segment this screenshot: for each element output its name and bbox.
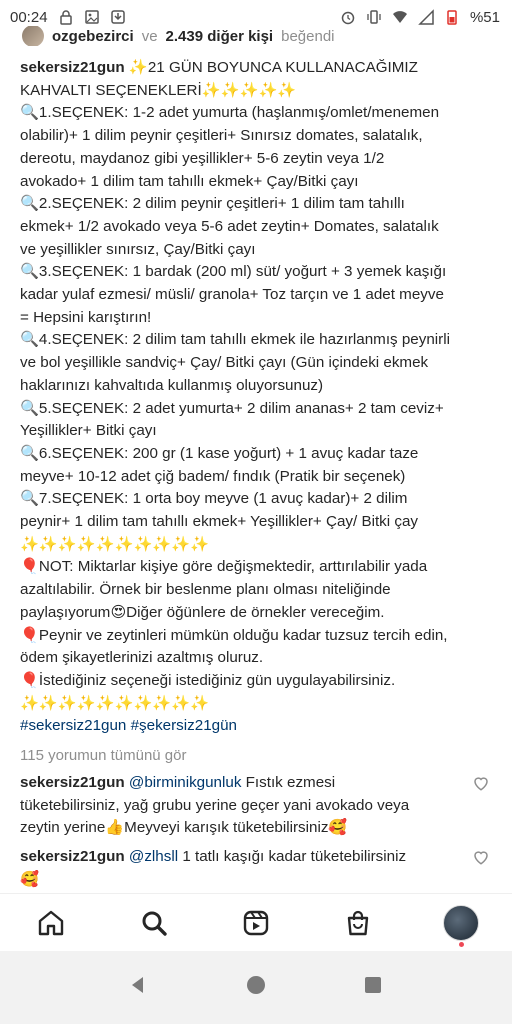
liked-by-suffix: beğendi <box>281 27 335 45</box>
caption-line: KAHVALTI SEÇENEKLERİ✨✨✨✨✨ <box>20 81 297 99</box>
liked-by-others[interactable]: 2.439 diğer kişi <box>165 27 274 45</box>
profile-avatar <box>443 905 479 941</box>
heart-icon[interactable] <box>472 774 490 792</box>
caption-line: olabilir)+ 1 dilim peynir çeşitleri+ Sınırsız domates, salatalık, <box>20 127 423 145</box>
caption-text: ✨21 GÜN BOYUNCA KULLANACAĞIMIZ <box>128 59 418 76</box>
system-navigation-bar <box>0 951 512 1024</box>
lock-icon <box>58 9 74 25</box>
caption-line: 🔍5.SEÇENEK: 2 adet yumurta+ 2 dilim ananas+ 2 tam ceviz+ <box>20 399 444 417</box>
caption-line: meyve+ 10-12 adet çiğ badem/ fındık (Pratik bir seçenek) <box>20 467 406 485</box>
caption-line: avokado+ 1 dilim tam tahıllı ekmek+ Çay/Bitki çayı <box>20 172 359 190</box>
back-icon <box>128 974 150 996</box>
caption-line: 🔍3.SEÇENEK: 1 bardak (200 ml) süt/ yoğurt + 3 yemek kaşığı <box>20 263 447 281</box>
caption-line: paylaşıyorum😍Diğer öğünlere de örnekler vereceğim. <box>20 603 385 621</box>
alarm-icon <box>340 9 356 25</box>
comment-text: 1 tatlı kaşığı kadar tüketebilirsiniz <box>182 848 407 865</box>
shop-button[interactable] <box>338 903 378 943</box>
download-icon <box>110 9 126 25</box>
comment-text: zeytin yerine👍Meyveyi karışık tüketebilirsiniz🥰 <box>20 819 348 837</box>
back-button[interactable] <box>128 974 150 1001</box>
caption-username[interactable]: sekersiz21gun <box>20 59 125 76</box>
caption-line: 🔍6.SEÇENEK: 200 gr (1 kase yoğurt) + 1 avuç kadar taze <box>20 444 419 462</box>
battery-icon <box>444 9 460 25</box>
comment-text: Fıstık ezmesi <box>245 774 336 791</box>
recents-button[interactable] <box>362 974 384 1001</box>
comment-text: tüketebilirsiniz, yağ grubu yerine geçer yani avokado veya <box>20 796 410 814</box>
notification-dot <box>459 942 464 947</box>
comment-mention[interactable]: @birminikgunluk <box>128 774 242 791</box>
comment-username[interactable]: sekersiz21gun <box>20 848 125 865</box>
bottom-navigation <box>0 893 512 952</box>
caption-line: = Hepsini karıştırın! <box>20 308 152 326</box>
caption-line: ✨✨✨✨✨✨✨✨✨✨ <box>20 535 210 553</box>
caption-line: Yeşillikler+ Bitki çayı <box>20 422 157 440</box>
caption-line: 🎈Peynir ve zeytinleri mümkün olduğu kadar tuzsuz tercih edin, <box>20 626 448 644</box>
caption-hashtags[interactable]: #sekersiz21gun #şekersiz21gün <box>20 717 237 735</box>
vibrate-icon <box>366 9 382 25</box>
caption-line <box>20 57 498 80</box>
home-icon <box>36 908 66 938</box>
comment-text: 🥰 <box>20 870 39 888</box>
post-caption <box>20 57 498 738</box>
heart-icon[interactable] <box>472 848 490 866</box>
search-button[interactable] <box>134 903 174 943</box>
caption-line: ve bol yeşillikle sandviç+ Çay/ Bitki çayı (Gün içindeki ekmek <box>20 354 429 372</box>
square-icon <box>362 974 384 996</box>
liked-by-avatar <box>22 26 44 46</box>
signal-icon <box>418 9 434 25</box>
image-icon <box>84 9 100 25</box>
search-icon <box>139 908 169 938</box>
caption-line: haklarınızı kahvaltıda kullanmış oluyorsunuz) <box>20 376 324 394</box>
caption-line: 🔍2.SEÇENEK: 2 dilim peynir çeşitleri+ 1 dilim tam tahıllı <box>20 195 405 213</box>
caption-line: azaltılabilir. Örnek bir beslenme planı olması niteliğinde <box>20 581 391 599</box>
caption-line: dereotu, maydanoz gibi yeşillikler+ 5-6 zeytin veya 1/2 <box>20 149 385 167</box>
liked-by-connector: ve <box>141 27 158 45</box>
comment-item <box>20 772 460 840</box>
reels-icon <box>241 908 271 938</box>
comment-username[interactable]: sekersiz21gun <box>20 774 125 791</box>
liked-by-row[interactable] <box>22 26 492 46</box>
shop-icon <box>343 908 373 938</box>
status-time: 00:24 <box>10 8 48 26</box>
caption-line: ekmek+ 1/2 avokado veya 5-6 adet zeytin+ Domates, salatalık <box>20 217 439 235</box>
home-button[interactable] <box>31 903 71 943</box>
caption-line: 🎈NOT: Miktarlar kişiye göre değişmektedir, arttırılabilir yada <box>20 558 428 576</box>
comment-mention[interactable]: @zlhsll <box>128 848 179 865</box>
caption-line: kadar yulaf ezmesi/ müsli/ granola+ Toz tarçın ve 1 adet meyve <box>20 286 444 304</box>
caption-line: ve yeşillikler sınırsız, Çay/Bitki çayı <box>20 240 256 258</box>
comment-item <box>20 846 460 891</box>
caption-line: 🎈İstediğiniz seçeneği istediğiniz gün uygulayabilirsiniz. <box>20 671 396 689</box>
caption-line: ✨✨✨✨✨✨✨✨✨✨ <box>20 694 210 712</box>
caption-line: peynir+ 1 dilim tam tahıllı ekmek+ Yeşillikler+ Çay/ Bitki çay <box>20 513 418 531</box>
view-all-comments-link[interactable]: 115 yorumun tümünü gör <box>20 747 187 764</box>
caption-line: 🔍7.SEÇENEK: 1 orta boy meyve (1 avuç kadar)+ 2 dilim <box>20 490 408 508</box>
profile-button[interactable] <box>441 903 481 943</box>
circle-icon <box>245 974 267 996</box>
caption-line: 🔍1.SEÇENEK: 1-2 adet yumurta (haşlanmış/omlet/menemen <box>20 104 440 122</box>
caption-line: ödem şikayetlerinizi azaltmış oluruz. <box>20 649 264 667</box>
battery-percent: %51 <box>469 8 500 26</box>
reels-button[interactable] <box>236 903 276 943</box>
wifi-icon <box>392 9 408 25</box>
caption-line: 🔍4.SEÇENEK: 2 dilim tam tahıllı ekmek ile hazırlanmış peynirli <box>20 331 450 349</box>
liked-by-user[interactable]: ozgebezirci <box>52 27 134 45</box>
home-system-button[interactable] <box>245 974 267 1001</box>
